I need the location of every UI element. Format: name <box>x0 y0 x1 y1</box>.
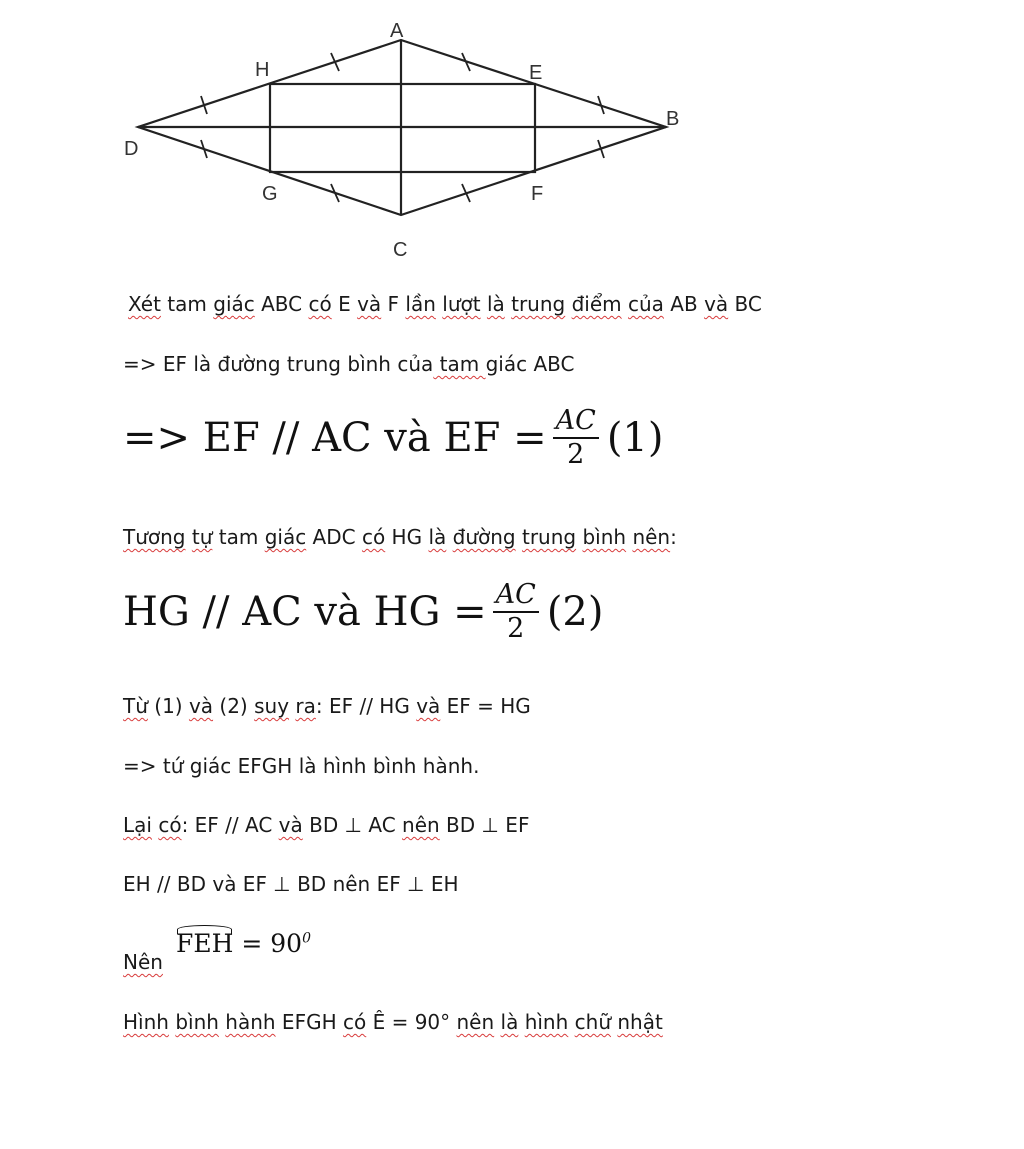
text-token: = 90° <box>385 1010 457 1034</box>
text-token: EH // BD <box>123 872 213 896</box>
text-token: : <box>670 525 677 549</box>
text-token: và <box>704 292 729 316</box>
text-token: đường <box>217 352 281 376</box>
text-token: trung <box>521 525 577 549</box>
angle-value: = 90 <box>233 929 303 958</box>
text-token: EF ⊥ BD <box>236 872 333 896</box>
text-token: chữ <box>574 1010 611 1034</box>
equation-ef-denominator: 2 <box>567 439 585 471</box>
angle-name: FEH <box>176 929 234 958</box>
equation-ef-prefix: => EF // AC và EF = <box>123 415 547 462</box>
text-token: điểm <box>571 292 622 316</box>
text-token: nhật <box>617 1010 663 1034</box>
text-token: nên <box>402 813 440 837</box>
text-token: bình <box>347 352 391 376</box>
point-label-h: H <box>255 59 270 81</box>
point-label-e: E <box>529 62 543 84</box>
text-token: HG <box>385 525 429 549</box>
text-token: => EF <box>123 352 194 376</box>
text-token: đường <box>452 525 516 549</box>
angle-hat <box>176 929 233 958</box>
text-line-4 <box>123 694 531 718</box>
text-token: Từ <box>123 694 148 718</box>
equation-ef <box>123 406 663 470</box>
text-line-8 <box>123 950 163 974</box>
text-token: có <box>361 525 386 549</box>
text-token: và <box>212 872 237 896</box>
text-token: F <box>381 292 406 316</box>
text-token: giác <box>264 525 307 549</box>
equation-ef-suffix: (1) <box>606 415 664 462</box>
text-token: ADC <box>306 525 362 549</box>
text-token: . <box>473 754 480 778</box>
point-label-a: A <box>390 20 404 42</box>
text-line-5 <box>123 754 479 778</box>
equation-hg-suffix: (2) <box>546 589 604 636</box>
text-token: EF ⊥ EH <box>370 872 459 896</box>
text-token: ABC <box>527 352 575 376</box>
text-token: tam <box>160 292 214 316</box>
text-token: bình <box>582 525 627 549</box>
text-token: tự <box>191 525 213 549</box>
point-label-b: B <box>666 108 680 130</box>
text-token: có <box>308 292 332 316</box>
point-label-d: D <box>124 138 139 160</box>
equation-hg-fraction <box>493 580 539 644</box>
text-token: hình <box>524 1010 569 1034</box>
text-token: : EF // AC <box>181 813 279 837</box>
text-token: (2) <box>213 694 255 718</box>
equation-hg-denominator: 2 <box>507 613 525 645</box>
text-token: giác <box>189 754 232 778</box>
equation-angle <box>176 929 311 958</box>
text-line-7 <box>123 872 459 896</box>
text-token: lần <box>405 292 436 316</box>
point-label-f: F <box>531 183 544 205</box>
text-token: là <box>298 754 317 778</box>
text-token: của <box>397 352 434 376</box>
text-token: là <box>428 525 447 549</box>
text-token: của <box>628 292 664 316</box>
text-token: EFGH <box>231 754 299 778</box>
text-token: Xét <box>128 292 161 316</box>
text-token: bình <box>175 1010 219 1034</box>
text-token: BD ⊥ AC <box>302 813 403 837</box>
text-line-1 <box>128 292 762 316</box>
equation-hg-prefix: HG // AC và HG = <box>123 589 487 636</box>
text-token: E <box>331 292 358 316</box>
text-token: nên <box>332 872 371 896</box>
text-token: là <box>193 352 212 376</box>
text-token: Lại <box>123 813 152 837</box>
text-token: hành <box>225 1010 276 1034</box>
text-line-3 <box>123 525 677 549</box>
text-token: hình <box>322 754 367 778</box>
text-token: EFGH <box>275 1010 343 1034</box>
figure-lines <box>138 40 666 215</box>
text-token: => <box>123 754 163 778</box>
text-line-9 <box>123 1010 663 1034</box>
point-label-c: C <box>393 239 408 261</box>
text-token: EF = HG <box>440 694 531 718</box>
text-token: và <box>416 694 441 718</box>
text-token: tam <box>433 352 486 376</box>
text-token: suy <box>254 694 290 718</box>
text-token: giác <box>213 292 255 316</box>
text-token: giác <box>485 352 528 376</box>
text-line-6 <box>123 813 529 837</box>
text-token: và <box>278 813 303 837</box>
text-token: ABC <box>254 292 309 316</box>
text-token: là <box>500 1010 519 1034</box>
equation-hg <box>123 580 604 644</box>
text-token: trung <box>511 292 566 316</box>
text-token: tứ <box>162 754 184 778</box>
text-token: nên <box>632 525 671 549</box>
rhombus-figure <box>0 0 1024 270</box>
text-token: ra <box>295 694 316 718</box>
text-token: có <box>158 813 182 837</box>
point-label-g: G <box>262 183 278 205</box>
text-line-2 <box>123 352 574 376</box>
text-token: Hình <box>123 1010 169 1034</box>
text-token: và <box>357 292 382 316</box>
text-token: : EF // HG <box>315 694 417 718</box>
text-token: có <box>342 1010 367 1034</box>
text-token: lượt <box>442 292 481 316</box>
equation-ef-fraction <box>553 406 599 470</box>
text-token: bình <box>372 754 417 778</box>
equation-ef-numerator: AC <box>553 406 599 439</box>
text-token: tam <box>212 525 265 549</box>
text-token: E <box>366 1010 386 1034</box>
text-token: và <box>188 694 214 718</box>
angle-degree: 0 <box>302 930 311 947</box>
text-token: nên <box>456 1010 495 1034</box>
equation-hg-numerator: AC <box>493 580 539 613</box>
text-token: BC <box>728 292 762 316</box>
text-token: là <box>486 292 505 316</box>
text-token: AB <box>663 292 705 316</box>
text-token: (1) <box>147 694 189 718</box>
text-token: trung <box>286 352 342 376</box>
text-token: Tương <box>123 525 186 549</box>
text-token: BD ⊥ EF <box>439 813 530 837</box>
text-token: Nên <box>123 950 163 974</box>
text-token: hành <box>422 754 474 778</box>
